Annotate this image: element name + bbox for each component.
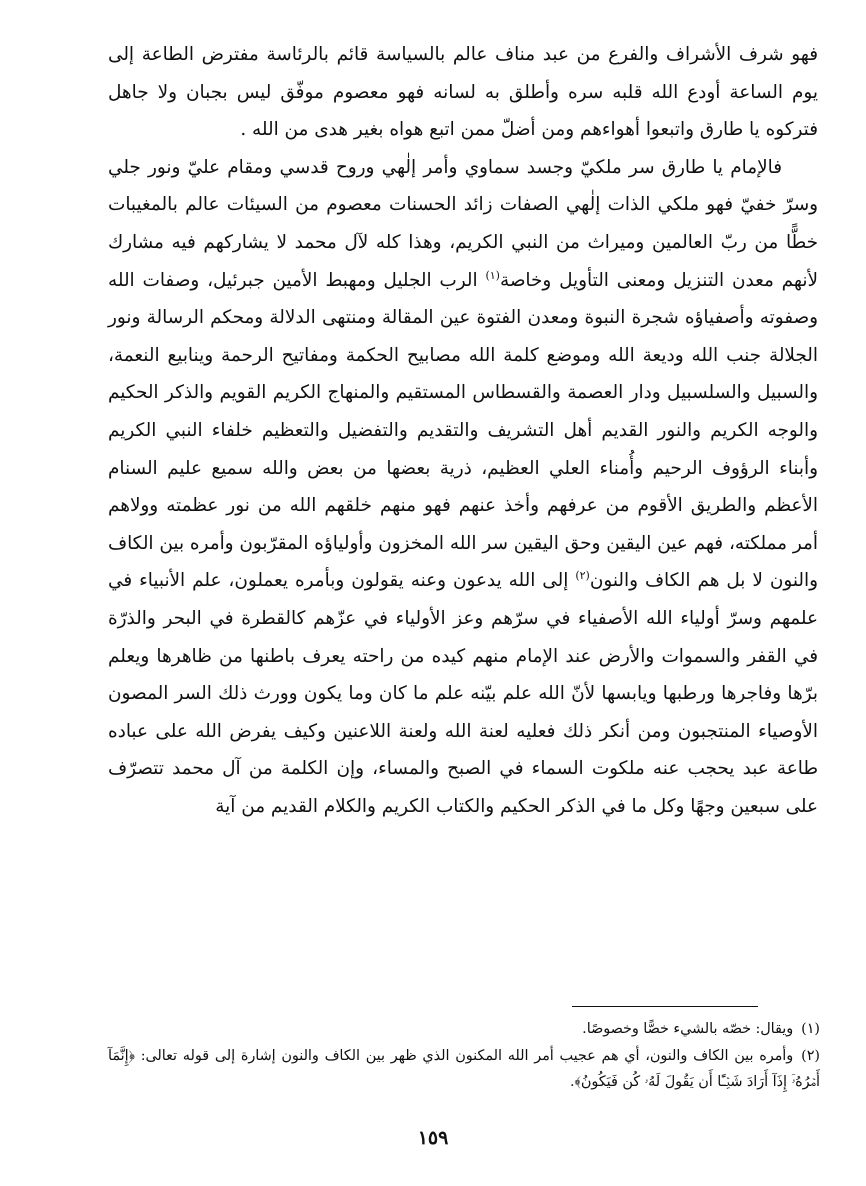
footnote-2-text: وأمره بين الكاف والنون، أي هم عجيب أمر الله المكنون الذي ظهر بين الكاف والنون إشارة إلى قوله تعالى: ﴿إِنَّمَآ أَمۡرُهُۥٓ إِذَآ أَرَادَ شَيۡـًٔا أَن يَقُولَ لَهُۥ كُن فَيَكُونُ﴾. <box>108 1047 820 1090</box>
footnote-2-number: (٢) <box>801 1047 820 1064</box>
paragraph-2-text-part-2: الرب الجليل ومهبط الأمين جبرئيل، وصفات الله وصفوته وأصفياؤه شجرة النبوة ومعدن الفتوة عين المقالة ومنتهى الدلالة ومحكم الرسالة ونور الجلالة جنب الله وديعة الله وموضع كلمة الله مصابيح الحكمة ومفاتيح الرحمة وينابيع النعمة، والسبيل والسلسبيل ودار العصمة والقسطاس المستقيم والمنهاج الكريم القويم والذكر الحكيم والوجه الكريم والنور القديم أهل التشريف والتقديم والتفضيل والتعظيم خلفاء النبي الكريم وأبناء الرؤوف الرحيم وأُمناء العلي العظيم، ذرية بعضها من بعض والله سميع عليم السنام الأعظم والطريق الأقوم من عرفهم وأخذ عنهم فهو منهم خلقهم الله من نور عظمته وولاهم أمر مملكته، فهم عين اليقين وحق اليقين سر الله المخزون وأولياؤه المقرّبون وأمره بين الكاف والنون لا بل هم الكاف والنون <box>108 269 818 592</box>
paragraph-2 <box>108 149 818 826</box>
footnotes <box>108 1016 820 1096</box>
paragraph-1-text: فهو شرف الأشراف والفرع من عبد مناف عالم بالسياسة قائم بالرئاسة مفترض الطاعة إلى يوم الساعة أودع الله قلبه سره وأطلق به لسانه فهو معصوم موفّق ليس بجبان ولا جاهل فتركوه يا طارق واتبعوا أهواءهم ومن أضلّ ممن اتبع هواه بغير هدى من الله . <box>108 44 818 141</box>
footnote-1-text: ويقال: خصّه بالشيء خصًّا وخصوصًا. <box>582 1021 794 1037</box>
footnote-ref-2[interactable]: (٢) <box>575 569 590 583</box>
paragraph-2-text-part-1: فالإمام يا طارق سر ملكيّ وجسد سماوي وأمر إلٰهي وروح قدسي ومقام عليّ ونور جلي وسرّ خفيّ فهو ملكي الذات إلٰهي الصفات زائد الحسنات معصوم من السيئات عالم بالمغيبات خطًّا من ربّ العالمين وميراث من النبي الكريم، وهذا كله لآل محمد لا يشاركهم فيه مشارك لأنهم معدن التنزيل ومعنى التأويل وخاصة <box>108 156 818 291</box>
page-number: ١٥٩ <box>417 1127 449 1149</box>
footnote-divider <box>572 1006 758 1007</box>
footnote-ref-1[interactable]: (١) <box>485 268 500 282</box>
footnote-1-number: (١) <box>801 1021 820 1037</box>
main-text <box>108 36 818 825</box>
paragraph-1 <box>108 36 818 149</box>
footnote-1 <box>108 1016 820 1043</box>
footnote-2 <box>108 1043 820 1096</box>
paragraph-2-text-part-3: إلى الله يدعون وعنه يقولون وبأمره يعملون، علم الأنبياء في علمهم وسرّ أولياء الله الأصفياء في سرّهم وعز الأولياء في عزّهم كالقطرة في البحر والذرّة في القفر والسموات والأرض عند الإمام منهم كيده من راحته يعرف باطنها من ظاهرها ويعلم برّها وفاجرها ورطبها ويابسها لأنّ الله علم بيّنه علم ما كان وما يكون وورث ذلك السر المصون الأوصياء المنتجبون ومن أنكر ذلك فعليه لعنة الله ولعنة اللاعنين وكيف يفرض الله على عباده طاعة عبد يحجب عنه ملكوت السماء في الصبح والمساء، وإن الكلمة من آل محمد تتصرّف على سبعين وجهًا وكل ما في الذكر الحكيم والكتاب الكريم والكلام القديم من آية <box>108 570 818 817</box>
